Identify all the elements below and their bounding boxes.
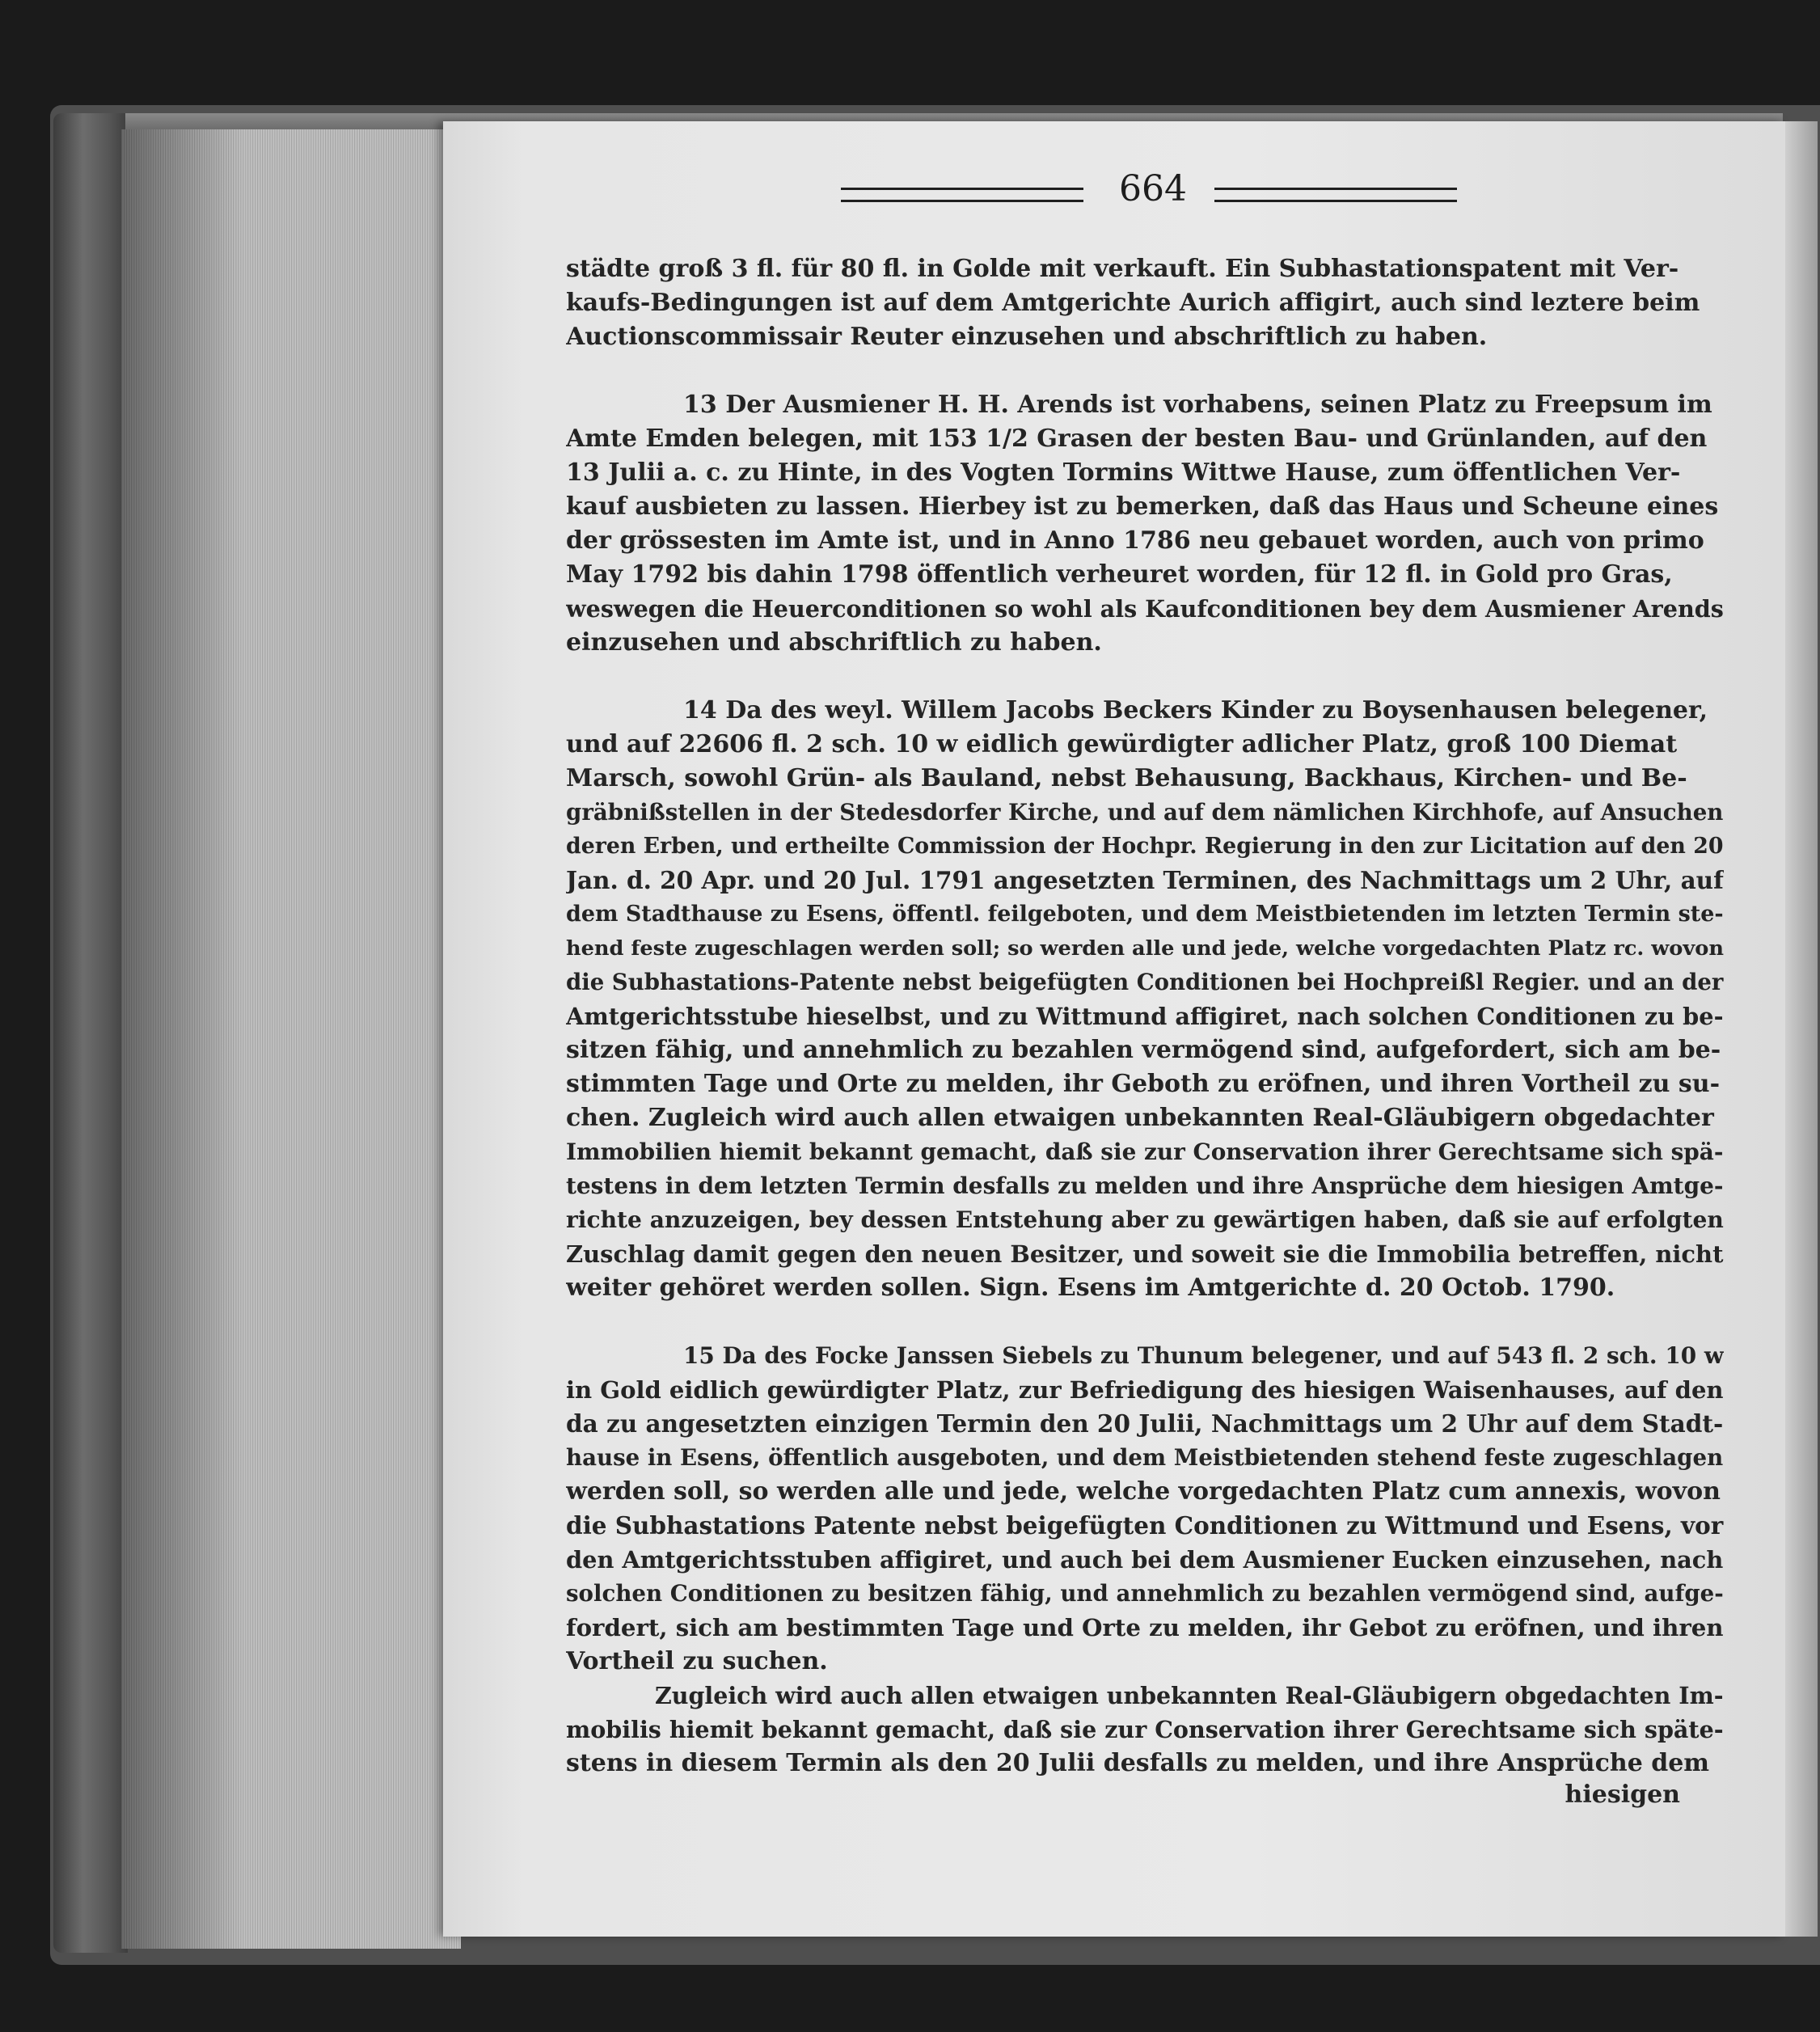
- text-line: einzusehen und abschriftlich zu haben.: [566, 628, 1102, 657]
- text-line: die Subhastations Patente nebst beigefügten Conditionen zu Wittmund und Esens, vor: [566, 1511, 1724, 1540]
- text-line: mobilis hiemit bekannt gemacht, daß sie zur Conservation ihrer Gerechtsame sich späte-: [566, 1716, 1724, 1743]
- text-line: richte anzuzeigen, bey dessen Entstehung aber zu gewärtigen haben, daß sie auf erfolgten: [566, 1206, 1724, 1233]
- page-number: 664: [1119, 168, 1187, 209]
- text-line: Marsch, sowohl Grün- als Bauland, nebst Behausung, Backhaus, Kirchen- und Be-: [566, 764, 1687, 792]
- paragraph-15-continuation: [566, 1679, 1724, 1781]
- text-line: Zuschlag damit gegen den neuen Besitzer, und soweit sie die Immobilia betreffen, nicht: [566, 1240, 1724, 1268]
- text-line: weiter gehöret werden sollen. Sign. Esens im Amtgerichte d. 20 Octob. 1790.: [566, 1274, 1615, 1302]
- text-line: Jan. d. 20 Apr. und 20 Jul. 1791 angesetzten Terminen, des Nachmittags um 2 Uhr, auf: [566, 866, 1724, 894]
- page-stack-shadow: [121, 129, 243, 1949]
- text-line: 13 Der Ausmiener H. H. Arends ist vorhabens, seinen Platz zu Freepsum im: [683, 391, 1712, 419]
- text-line: in Gold eidlich gewürdigter Platz, zur Befriedigung des hiesigen Waisenhauses, auf den: [566, 1376, 1724, 1404]
- text-line: kaufs-Bedingungen ist auf dem Amtgerichte Aurich affigirt, auch sind leztere beim: [566, 289, 1700, 317]
- text-line: solchen Conditionen zu besitzen fähig, und annehmlich zu bezahlen vermögend sind, aufge-: [566, 1580, 1724, 1607]
- header-rule-left: [841, 188, 1083, 202]
- text-line: fordert, sich am bestimmten Tage und Orte zu melden, ihr Gebot zu eröfnen, und ihren: [566, 1614, 1724, 1641]
- catchword: hiesigen: [1565, 1781, 1680, 1809]
- text-line: Vortheil zu suchen.: [566, 1647, 828, 1675]
- text-line: testens in dem letzten Termin desfalls zu melden und ihre Ansprüche dem hiesigen Amtge-: [566, 1172, 1724, 1199]
- text-line: dem Stadthause zu Esens, öffentl. feilgeboten, und dem Meistbietenden im letzten Termin ste-: [566, 902, 1724, 927]
- paragraph-12-continuation: [566, 252, 1724, 354]
- text-line: städte groß 3 fl. für 80 fl. in Golde mit verkauft. Ein Subhastationspatent mit Ver-: [566, 255, 1679, 283]
- paragraph-15: [566, 1339, 1724, 1679]
- text-line: die Subhastations-Patente nebst beigefügten Conditionen bei Hochpreißl Regier. und an der: [566, 970, 1724, 995]
- text-line: Amtgerichtsstube hieselbst, und zu Wittmund affigiret, nach solchen Conditionen zu be-: [566, 1003, 1724, 1030]
- text-line: chen. Zugleich wird auch allen etwaigen unbekannten Real-Gläubigern obgedachter: [566, 1104, 1714, 1132]
- text-line: Auctionscommissair Reuter einzusehen und abschriftlich zu haben.: [566, 323, 1488, 351]
- text-line: sitzen fähig, und annehmlich zu bezahlen vermögend sind, aufgefordert, sich am be-: [566, 1036, 1721, 1064]
- text-line: May 1792 bis dahin 1798 öffentlich verheuret worden, für 12 fl. in Gold pro Gras,: [566, 560, 1673, 589]
- text-line: werden soll, so werden alle und jede, welche vorgedachten Platz cum annexis, wovon: [566, 1477, 1721, 1506]
- text-line: hause in Esens, öffentlich ausgeboten, und dem Meistbietenden stehend feste zugeschlagen: [566, 1444, 1724, 1471]
- header-rule-right: [1214, 188, 1457, 202]
- paragraph-13: [566, 388, 1724, 660]
- text-line: der grössesten im Amte ist, und in Anno 1786 neu gebauet worden, auch von primo: [566, 526, 1704, 555]
- book-spine: [53, 113, 128, 1953]
- text-line: weswegen die Heuerconditionen so wohl als Kaufconditionen bey dem Ausmiener Arends: [566, 595, 1724, 623]
- text-line: 13 Julii a. c. zu Hinte, in des Vogten Tormins Wittwe Hause, zum öffentlichen Ver-: [566, 458, 1681, 487]
- text-line: kauf ausbieten zu lassen. Hierbey ist zu bemerken, daß das Haus und Scheune eines: [566, 492, 1719, 521]
- text-line: hend feste zugeschlagen werden soll; so werden alle und jede, welche vorgedachten Platz rc. wovon: [566, 936, 1724, 961]
- text-line: Amte Emden belegen, mit 153 1/2 Grasen der besten Bau- und Grünlanden, auf den: [566, 425, 1708, 453]
- text-line: gräbnißstellen in der Stedesdorfer Kirche, und auf dem nämlichen Kirchhofe, auf Ansuchen: [566, 799, 1724, 826]
- page-header: [841, 168, 1722, 217]
- text-line: stimmten Tage und Orte zu melden, ihr Geboth zu eröfnen, und ihren Vortheil zu su-: [566, 1070, 1721, 1098]
- text-line: stens in diesem Termin als den 20 Julii desfalls zu melden, und ihre Ansprüche dem: [566, 1749, 1710, 1777]
- text-line: 14 Da des weyl. Willem Jacobs Beckers Kinder zu Boysenhausen belegener,: [683, 696, 1708, 725]
- page-fore-edge: [1785, 121, 1818, 1937]
- text-line: Immobilien hiemit bekannt gemacht, daß sie zur Conservation ihrer Gerechtsame sich spä-: [566, 1139, 1724, 1165]
- text-line: den Amtgerichtsstuben affigiret, und auch bei dem Ausmiener Eucken einzusehen, nach: [566, 1546, 1724, 1574]
- text-line: 15 Da des Focke Janssen Siebels zu Thunum belegener, und auf 543 fl. 2 sch. 10 w: [683, 1342, 1724, 1369]
- text-line: Zugleich wird auch allen etwaigen unbekannten Real-Gläubigern obgedachten Im-: [655, 1682, 1724, 1709]
- page-text: [566, 252, 1724, 1809]
- text-line: und auf 22606 fl. 2 sch. 10 w eidlich gewürdigter adlicher Platz, groß 100 Diemat: [566, 730, 1678, 758]
- text-line: deren Erben, und ertheilte Commission der Hochpr. Regierung in den zur Licitation auf den 20: [566, 834, 1724, 859]
- text-line: da zu angesetzten einzigen Termin den 20 Julii, Nachmittags um 2 Uhr auf dem Stadt-: [566, 1409, 1724, 1438]
- paragraph-14: [566, 694, 1724, 1305]
